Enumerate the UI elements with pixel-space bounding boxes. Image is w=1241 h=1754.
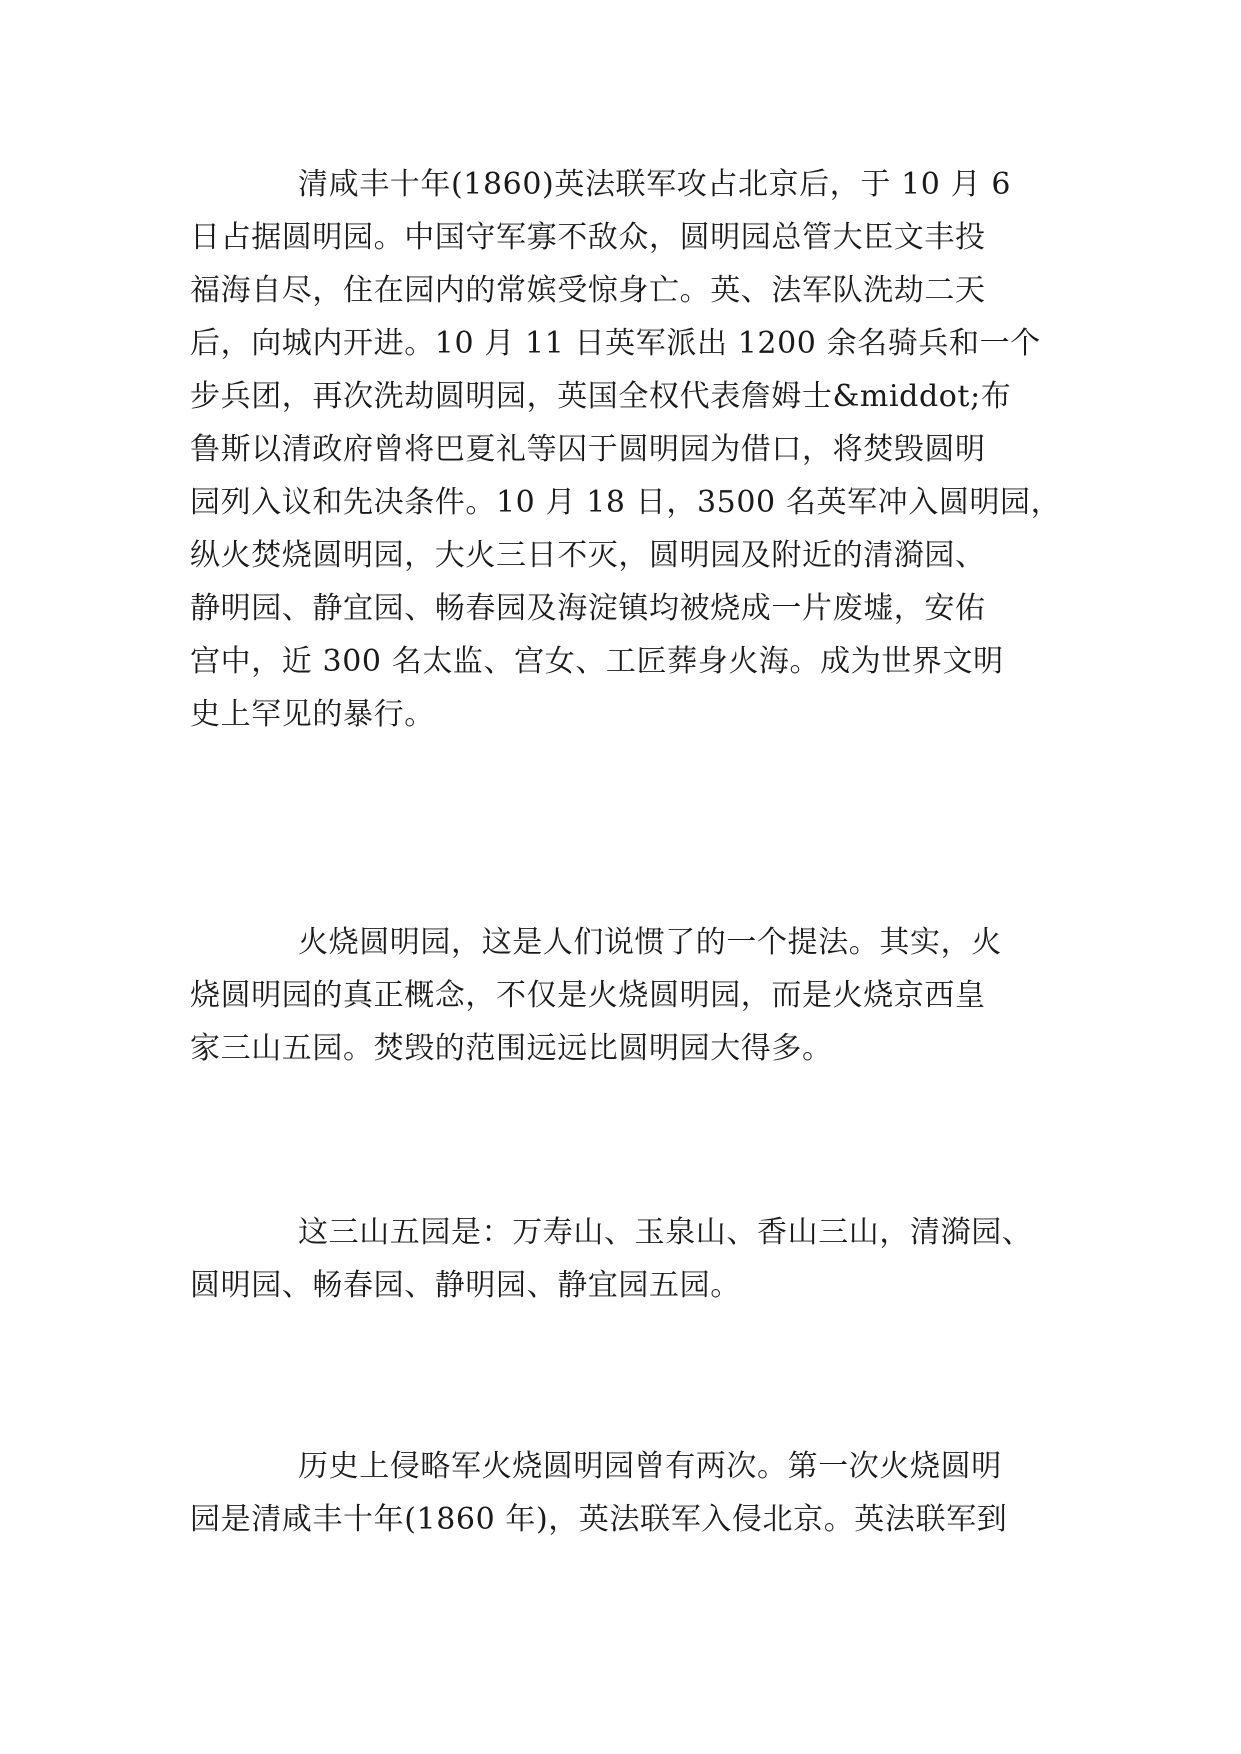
text-line: 步兵团，再次洗劫圆明园，英国全权代表詹姆士&middot;布	[190, 379, 1012, 414]
text-line: 园是清咸丰十年(1860 年)，英法联军入侵北京。英法联军到	[190, 1502, 1008, 1537]
paragraph-3	[190, 1206, 1070, 1312]
paragraph-1	[190, 158, 1070, 741]
text-line: 鲁斯以清政府曾将巴夏礼等囚于圆明园为借口，将焚毁圆明	[190, 432, 986, 467]
text-line: 这三山五园是：万寿山、玉泉山、香山三山，清漪园、	[298, 1215, 1033, 1250]
text-line: 烧圆明园的真正概念，不仅是火烧圆明园，而是火烧京西皇	[190, 978, 986, 1013]
paragraph-4	[190, 1440, 1070, 1546]
text-line: 后，向城内开进。10 月 11 日英军派出 1200 余名骑兵和一个	[190, 326, 1041, 361]
text-line: 圆明园、畅春园、静明园、静宜园五园。	[190, 1268, 741, 1303]
text-line: 福海自尽，住在园内的常嫔受惊身亡。英、法军队洗劫二天	[190, 273, 986, 308]
paragraph-2	[190, 916, 1070, 1075]
text-line: 日占据圆明园。中国守军寡不敌众，圆明园总管大臣文丰投	[190, 220, 986, 255]
text-line: 宫中，近 300 名太监、宫女、工匠葬身火海。成为世界文明	[190, 644, 1004, 679]
text-line: 家三山五园。焚毁的范围远远比圆明园大得多。	[190, 1031, 833, 1066]
text-line: 清咸丰十年(1860)英法联军攻占北京后，于 10 月 6	[298, 167, 1012, 202]
text-line: 纵火焚烧圆明园，大火三日不灭，圆明园及附近的清漪园、	[190, 538, 986, 573]
text-line: 静明园、静宜园、畅春园及海淀镇均被烧成一片废墟，安佑	[190, 591, 986, 626]
text-line: 园列入议和先决条件。10 月 18 日，3500 名英军冲入圆明园，	[190, 485, 1062, 520]
text-line: 火烧圆明园，这是人们说惯了的一个提法。其实，火	[298, 925, 1002, 960]
text-line: 史上罕见的暴行。	[190, 697, 435, 732]
text-line: 历史上侵略军火烧圆明园曾有两次。第一次火烧圆明	[298, 1449, 1002, 1484]
